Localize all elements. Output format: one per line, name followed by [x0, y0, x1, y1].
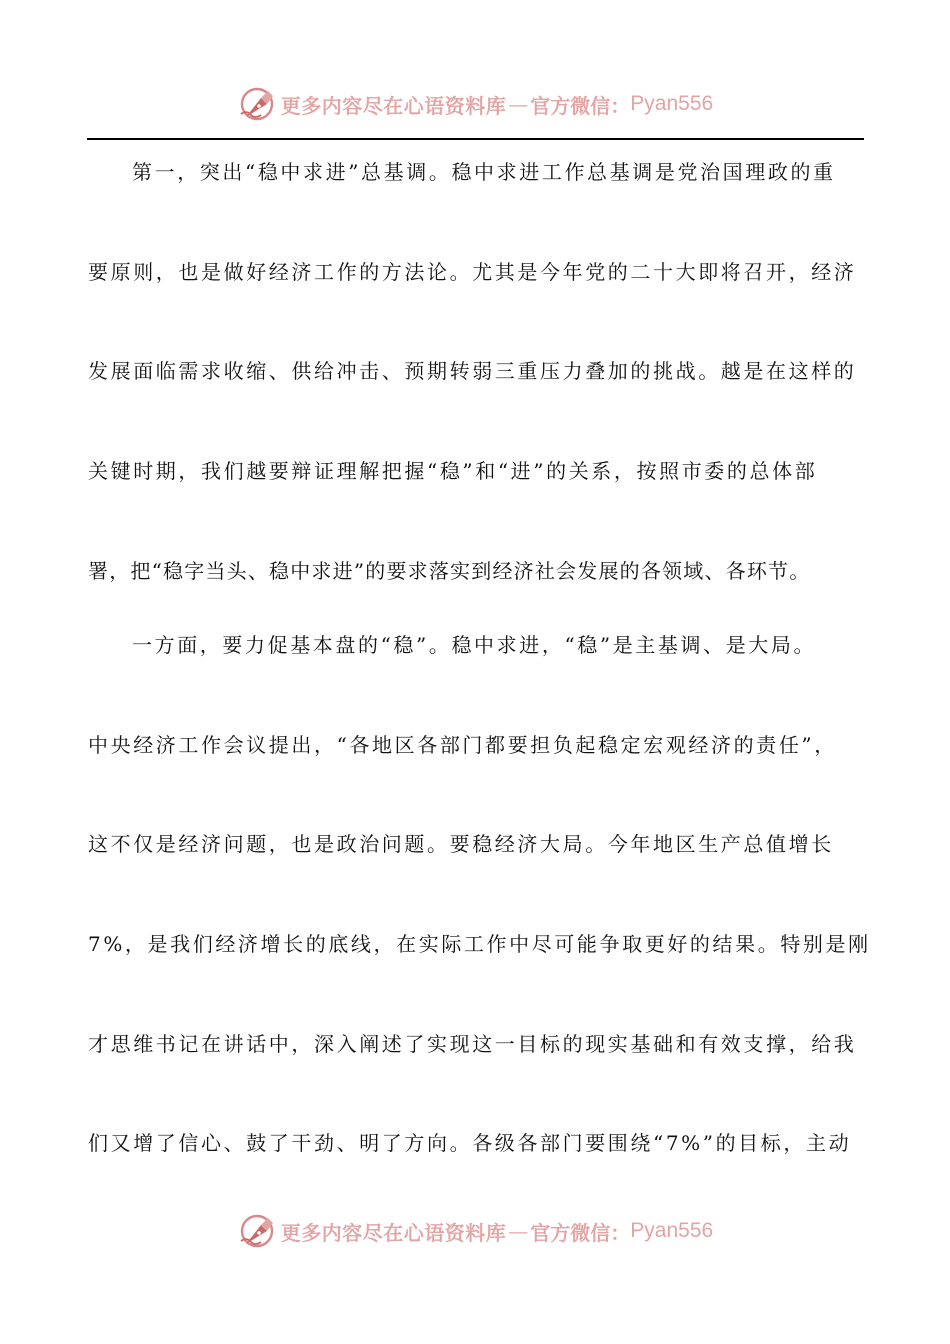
watermark-wechat-id: Pyan556	[630, 1219, 714, 1242]
text-line-10: 才思维书记在讲话中，深入阐述了实现这一目标的现实基础和有效支撑，给我	[88, 1032, 857, 1056]
watermark-wechat-label: 官方微信：	[530, 93, 631, 118]
pen-nib-logo-icon	[237, 1211, 277, 1251]
header-watermark	[0, 82, 950, 126]
text-line-5: 署，把“稳字当头、稳中求进”的要求落实到经济社会发展的各领域、各环节。	[88, 559, 811, 583]
footer-watermark	[0, 1209, 950, 1253]
text-line-7: 中央经济工作会议提出，“各地区各部门都要担负起稳定宏观经济的责任”，	[88, 733, 837, 757]
pen-nib-logo-icon	[237, 84, 277, 124]
watermark-separator: —	[508, 92, 529, 116]
text-line-6: 一方面，要力促基本盘的“稳”。稳中求进，“稳”是主基调、是大局。	[132, 633, 817, 657]
header-divider	[87, 138, 864, 140]
watermark-site-text: 更多内容尽在心语资料库	[280, 93, 507, 118]
watermark-site-text: 更多内容尽在心语资料库	[280, 1220, 507, 1245]
text-line-3: 发展面临需求收缩、供给冲击、预期转弱三重压力叠加的挑战。越是在这样的	[88, 359, 857, 383]
watermark-wechat-label: 官方微信：	[530, 1220, 631, 1245]
watermark-wechat-id: Pyan556	[630, 92, 714, 115]
text-line-9: 7%，是我们经济增长的底线，在实际工作中尽可能争取更好的结果。特别是刚	[88, 932, 871, 956]
text-line-8: 这不仅是经济问题，也是政治问题。要稳经济大局。今年地区生产总值增长	[88, 832, 834, 856]
text-line-2: 要原则，也是做好经济工作的方法论。尤其是今年党的二十大即将召开，经济	[88, 260, 857, 284]
text-line-11: 们又增了信心、鼓了干劲、明了方向。各级各部门要围绕“7%”的目标，主动	[88, 1131, 852, 1155]
text-line-1: 第一，突出“稳中求进”总基调。稳中求进工作总基调是党治国理政的重	[132, 160, 836, 184]
watermark-separator: —	[508, 1219, 529, 1243]
text-line-4: 关键时期，我们越要辩证理解把握“稳”和“进”的关系，按照市委的总体部	[88, 459, 818, 483]
